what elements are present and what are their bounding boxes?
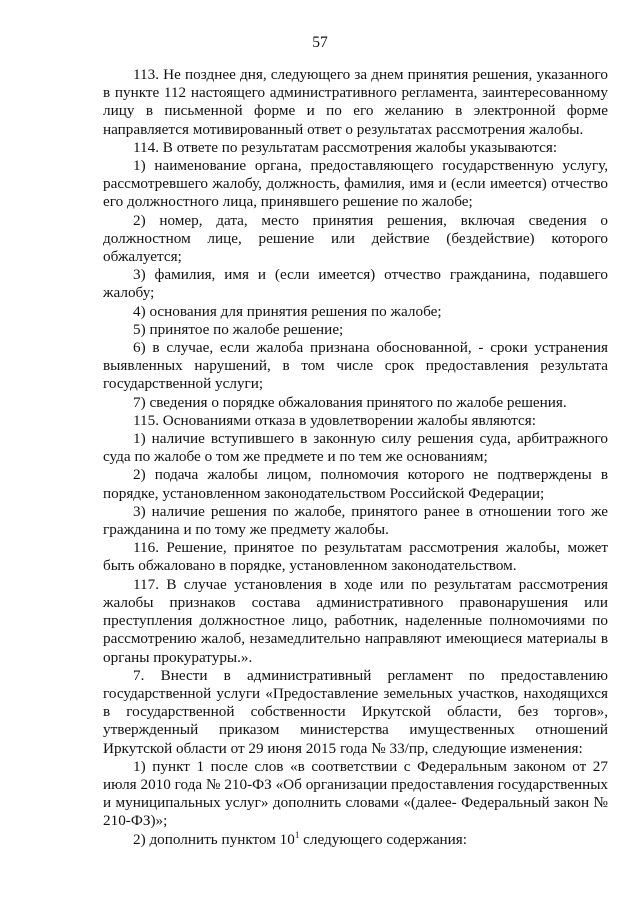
paragraph-116: 116. Решение, принятое по результатам рассмотрения жалобы, может быть обжаловано в порядке, установленном законодательством. (103, 539, 608, 575)
paragraph-113: 113. Не позднее дня, следующего за днем принятия решения, указанного в пункте 112 настоящего административного регламента, заинтересованному лицу в письменной форме и по его желанию в электронной форме направляется мотивированный ответ о результатах рассмотрения жалобы. (103, 66, 608, 138)
list-item-114-2: 2) номер, дата, место принятия решения, включая сведения о должностном лице, решение или действие (бездействие) которого обжалуется; (103, 211, 608, 266)
list-item-114-7: 7) сведения о порядке обжалования принятого по жалобе решения. (133, 393, 567, 411)
document-body (103, 66, 608, 849)
item-7-2-text-after: следующего содержания: (299, 830, 468, 848)
paragraph-114: 114. В ответе по результатам рассмотрения жалобы указываются: (133, 138, 558, 156)
list-item-114-3: 3) фамилия, имя и (если имеется) отчество гражданина, подавшего жалобу; (103, 266, 608, 302)
list-item-114-5: 5) принятое по жалобе решение; (133, 320, 344, 338)
list-item-114-1: 1) наименование органа, предоставляющего государственную услугу, рассмотревшего жалобу, должность, фамилия, имя и (если имеется) отчество его должностного лица, принявшего решение по жалобе; (103, 157, 608, 211)
list-item-115-3: 3) наличие решения по жалобе, принятого ранее в отношении того же гражданина и по тому же предмету жалобы. (103, 502, 608, 539)
list-item-115-2: 2) подача жалобы лицом, полномочия которого не подтверждены в порядке, установленном законодательством Российской Федерации; (103, 466, 608, 502)
item-7-2-superscript: 1 (294, 829, 300, 840)
item-7-2-text-before: 2) дополнить пунктом 10 (133, 830, 295, 848)
paragraph-115: 115. Основаниями отказа в удовлетворении жалобы являются: (133, 411, 536, 429)
paragraph-117: 117. В случае установления в ходе или по результатам рассмотрения жалобы признаков состава административного правонарушения или преступления должностное лицо, работник, наделенные полномочиями по рассмотрению жалоб, незамедлительно направляют имеющиеся материалы в органы прокуратуры.». (103, 575, 608, 666)
list-item-7-1: 1) пункт 1 после слов «в соответствии с Федеральным законом от 27 июля 2010 года № 210-ФЗ «Об организации предоставления государственных и муниципальных услуг» дополнить словами «(далее- Федеральный закон № 210-ФЗ)»; (103, 757, 608, 830)
paragraph-7: 7. Внести в административный регламент по предоставлению государственной услуги «Предоставление земельных участков, находящихся в государственной собственности Иркутской области, без торгов», утвержденный приказом министерства имущественных отношений Иркутской области от 29 июня 2015 года № 33/пр, следующие изменения: (103, 666, 608, 757)
list-item-115-1: 1) наличие вступившего в законную силу решения суда, арбитражного суда по жалобе о том же предмете и по тем же основаниям; (103, 430, 608, 466)
list-item-114-4: 4) основания для принятия решения по жалобе; (133, 302, 442, 320)
list-item-114-6: 6) в случае, если жалоба признана обоснованной, - сроки устранения выявленных нарушений, в том числе срок предоставления результата государственной услуги; (103, 339, 608, 393)
list-item-7-2 (103, 831, 608, 849)
page-number: 57 (312, 34, 328, 51)
